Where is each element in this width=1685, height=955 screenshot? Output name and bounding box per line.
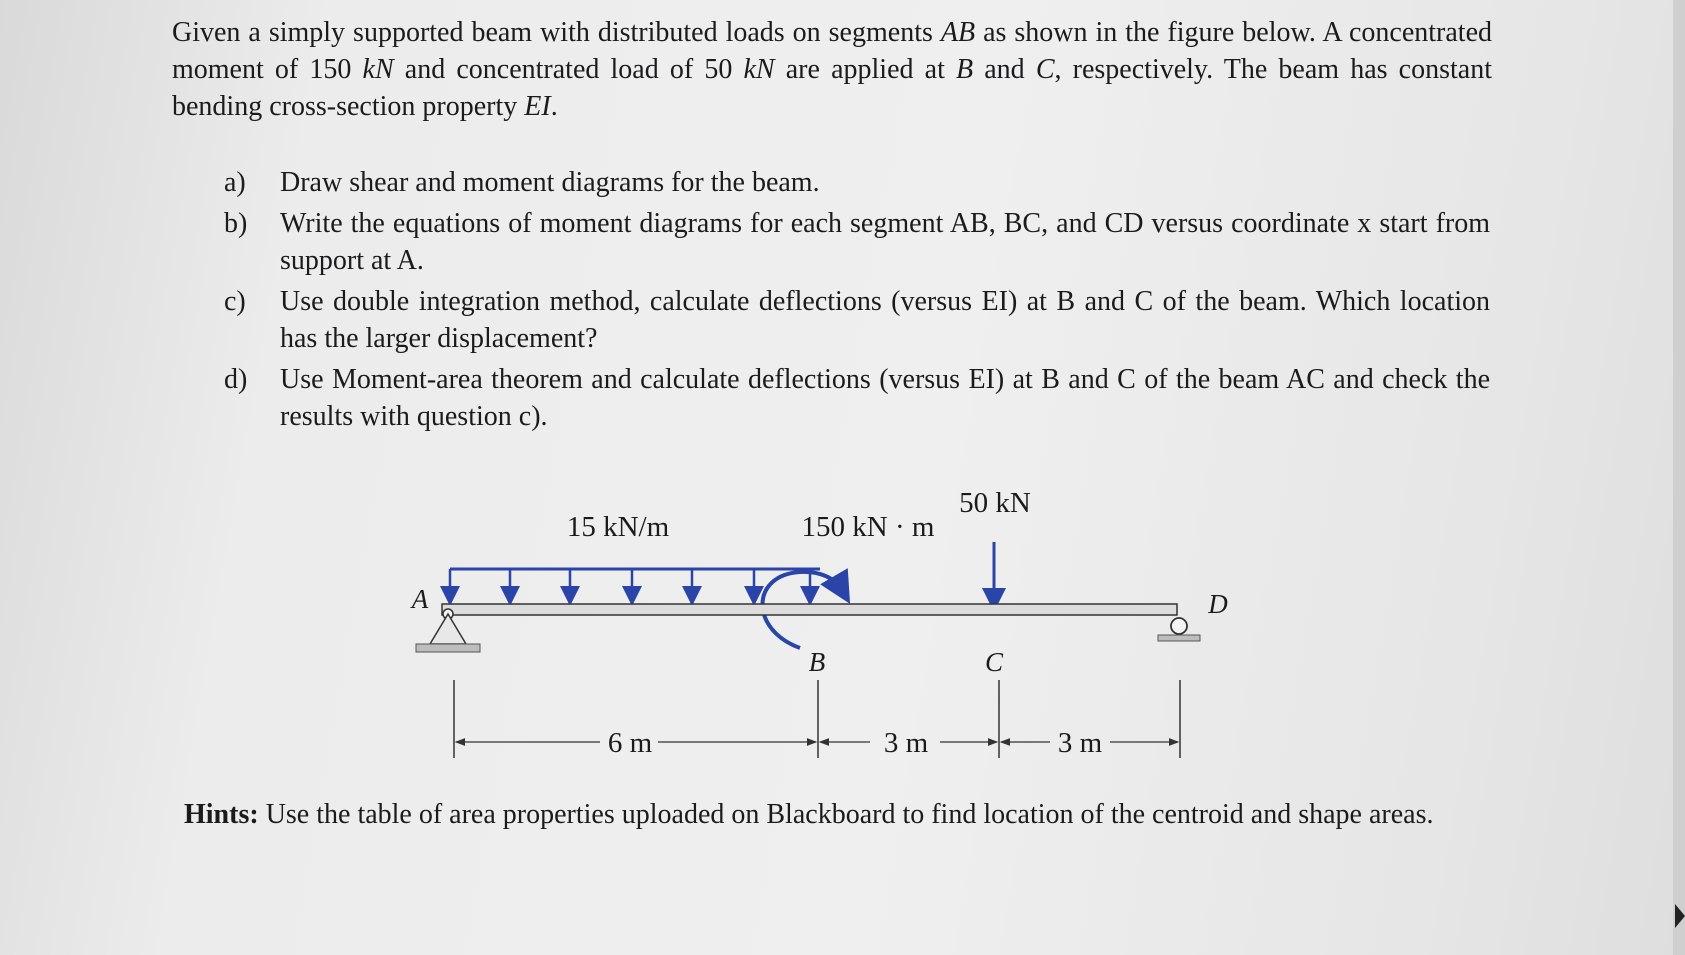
point-label-c: C <box>984 647 1004 677</box>
roller-support-d <box>1158 618 1200 641</box>
dimension-cd: 3 m <box>1057 727 1103 759</box>
intro-text: as shown in the figure below. A concentrated moment of 150 <box>172 17 1492 85</box>
beam-figure <box>390 480 1250 770</box>
intro-unit: kN <box>362 54 394 85</box>
question-text: Write the equations of moment diagrams for each segment AB, BC, and CD versus coordinate x start from support at A. <box>280 208 1490 276</box>
point-label-b: B <box>808 647 826 677</box>
question-mark: c) <box>224 286 246 317</box>
dimension-ab: 6 m <box>607 727 653 759</box>
hints-paragraph <box>184 796 1474 833</box>
question-mark: b) <box>224 208 248 239</box>
intro-text: are applied at <box>774 54 956 85</box>
question-item-b <box>224 205 1490 279</box>
question-text: Use Moment-area theorem and calculate deflections (versus EI) at B and C of the beam AC and check the results with question c). <box>280 364 1490 432</box>
question-list <box>224 164 1490 439</box>
intro-unit: kN <box>743 54 775 85</box>
dimension-bc: 3 m <box>883 727 929 759</box>
intro-text: Given a simply supported beam with distributed loads on segments <box>172 17 941 48</box>
mouse-cursor-icon <box>1675 904 1685 928</box>
intro-var-b: B <box>956 54 974 85</box>
question-text: Use double integration method, calculate deflections (versus EI) at B and C of the beam. Which location has the larger displacement? <box>280 286 1490 354</box>
problem-intro <box>172 14 1492 125</box>
distributed-load-label: 15 kN/m <box>566 511 670 543</box>
hints-label: Hints: <box>184 799 259 830</box>
question-text: Draw shear and moment diagrams for the beam. <box>280 167 820 198</box>
question-item-a <box>224 164 1490 201</box>
point-load-label: 50 kN <box>959 487 1031 519</box>
question-item-c <box>224 283 1490 357</box>
intro-text: , respectively. The beam has constant bending cross-section property <box>172 54 1492 122</box>
intro-text: and <box>973 54 1036 85</box>
intro-var-ei: EI <box>524 91 551 122</box>
hints-text: Use the table of area properties uploaded on Blackboard to find location of the centroid and shape areas. <box>258 799 1434 830</box>
question-mark: d) <box>224 364 248 395</box>
question-item-d <box>224 361 1490 435</box>
intro-text: and concentrated load of 50 <box>393 54 744 85</box>
intro-var-ab: AB <box>940 17 976 48</box>
beam <box>442 604 1177 615</box>
moment-label: 150 kN · m <box>801 511 935 543</box>
intro-var-c: C <box>1035 54 1055 85</box>
point-label-d: D <box>1208 589 1228 619</box>
intro-text: . <box>550 91 558 122</box>
question-mark: a) <box>224 167 246 198</box>
point-label-a: A <box>411 584 429 614</box>
page-edge <box>1673 0 1685 955</box>
distributed-load-arrows <box>450 569 810 596</box>
